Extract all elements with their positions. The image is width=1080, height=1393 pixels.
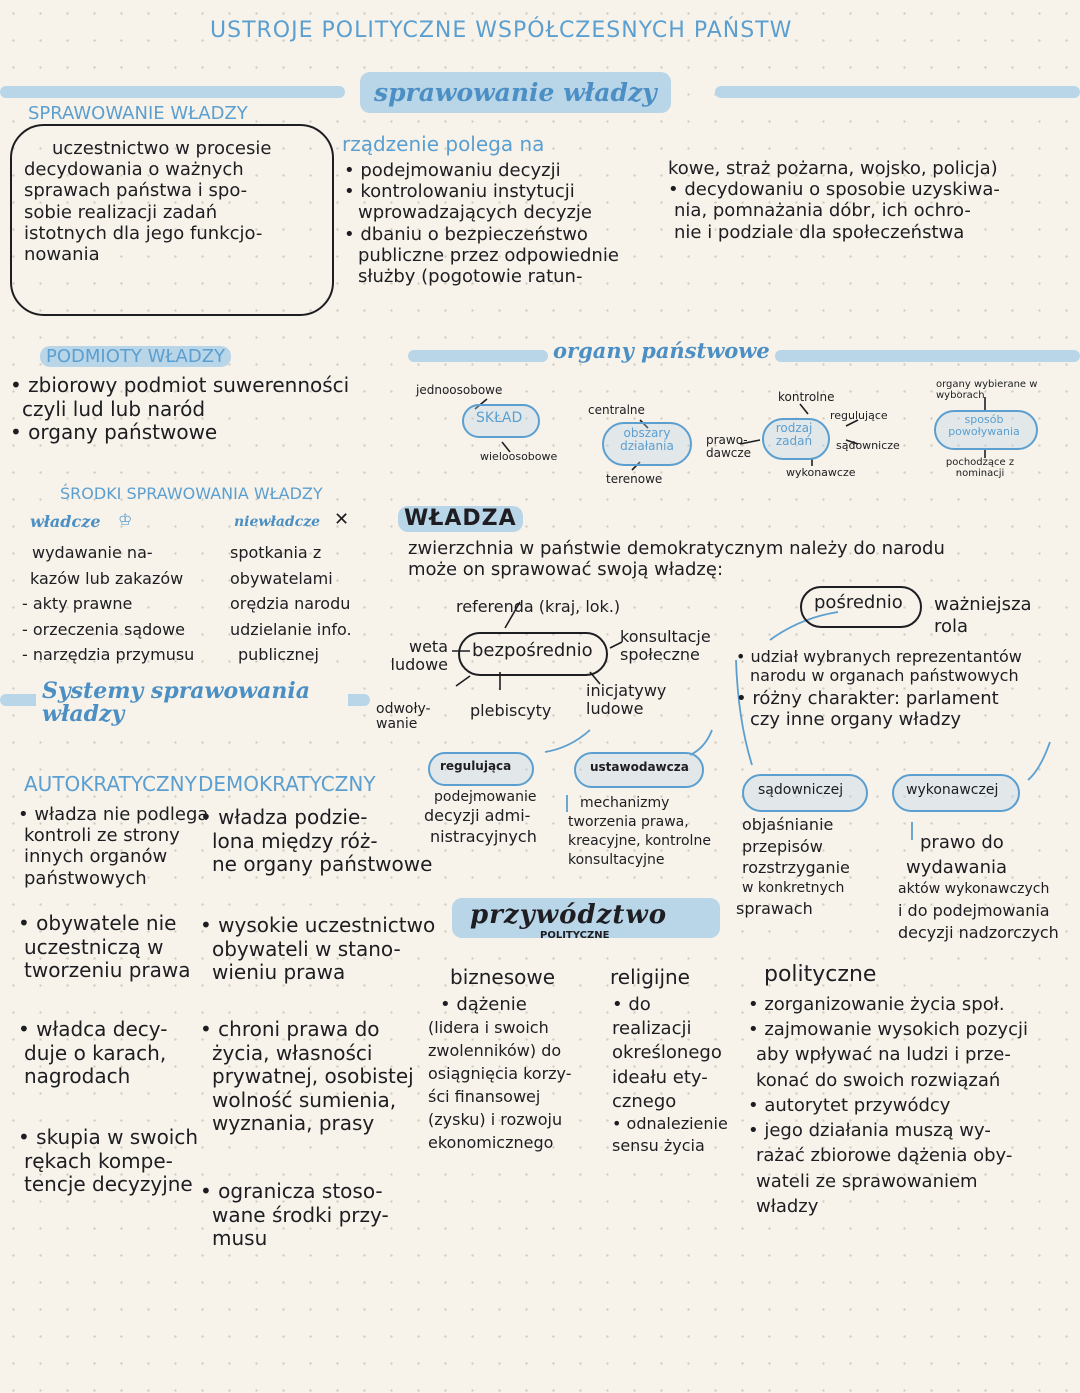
rzadzenie-line: • podejmowaniu decyzji <box>344 160 561 181</box>
demokratyczny-line: wieniu prawa <box>212 960 346 985</box>
rzadzenie-column-2 <box>668 158 1000 243</box>
podmioty-list <box>10 374 349 445</box>
autokratyczny-line: nagrodach <box>24 1064 131 1089</box>
rodzaj-bottom: wykonawcze <box>786 466 856 479</box>
demokratyczny-line: wane środki przy- <box>212 1202 389 1227</box>
ustawodawcza-list <box>568 794 711 870</box>
biznesowe-line: zwolenników) do <box>428 1041 562 1061</box>
niewladcze-line: publicznej <box>238 645 319 665</box>
rodzaj-right-1: regulujące <box>830 409 888 422</box>
autokratyczny-line: uczestniczą w <box>24 934 164 959</box>
posrednio-label: pośrednio <box>814 592 903 613</box>
bezposrednio-label: bezpośrednio <box>472 640 593 661</box>
obszar-bottom: terenowe <box>606 472 663 486</box>
podmioty-line: • organy państwowe <box>10 420 218 445</box>
inicjatywy-label: inicjatywy ludowe <box>586 681 667 718</box>
wykonawcza-line: decyzji nadzorczych <box>898 923 1059 943</box>
rodzaj-top: kontrolne <box>778 390 835 404</box>
demokratyczny-line: • chroni prawa do <box>200 1017 380 1041</box>
odwolanie-label: odwoły-wanie <box>376 701 431 732</box>
sklad-bottom: wieloosobowe <box>480 450 558 463</box>
polityczne-line: konać do swoich rozwiązań <box>756 1069 1001 1091</box>
autokratyczny-item-4 <box>18 1126 198 1197</box>
sadownicza-line: objaśnianie <box>742 815 834 834</box>
biznesowe-label: biznesowe <box>450 965 556 989</box>
rodzaj-left: prawo-dawcze <box>706 433 752 460</box>
regulujaca-list <box>424 788 537 848</box>
posrednio-line: czy inne organy władzy <box>750 708 962 730</box>
wykonawcza-line: wydawania <box>906 857 1008 879</box>
wykonawcza-line: aktów wykonawczych <box>898 881 1050 898</box>
rzadzenie-column-1 <box>344 160 619 287</box>
sadownicza-label: sądowniczej <box>758 782 844 798</box>
autokratyczny-line: państwowych <box>24 867 147 889</box>
sadownicza-line: przepisów <box>742 836 823 856</box>
demokratyczny-item-4 <box>200 1180 389 1251</box>
rzadzenie-line: kowe, straż pożarna, wojsko, policja) <box>668 158 998 179</box>
wladza-intro <box>408 538 945 580</box>
ustawodawcza-label: ustawodawcza <box>590 760 689 774</box>
autokratyczny-line: duje o karach, <box>24 1040 167 1065</box>
page-title: USTROJE POLITYCZNE WSPÓŁCZESNYCH PAŃSTW <box>210 18 793 43</box>
sprawowanie-line: sprawach państwa i spo- <box>24 180 248 202</box>
autokratyczny-line: tworzeniu prawa <box>24 958 191 983</box>
wladcze-line: wydawanie na- <box>32 543 153 562</box>
demokratyczny-item-3 <box>200 1018 414 1136</box>
biznesowe-list <box>428 994 572 1152</box>
autokratyczny-item-1 <box>18 804 208 889</box>
organy-band-left <box>408 350 548 362</box>
wladza-heading: WŁADZA <box>398 506 523 532</box>
sadownicza-line: sprawach <box>736 898 813 918</box>
wazniejsza-label: ważniejsza rola <box>934 594 1032 637</box>
biznesowe-line: (zysku) i rozwoju <box>428 1109 563 1129</box>
weta-label: weta ludowe <box>390 637 448 675</box>
sprawowanie-line: istotnych dla jego funkcjo- <box>24 222 263 244</box>
sposob-bottom: pochodzące z nominacji <box>945 457 1015 479</box>
organy-band-right <box>775 350 1080 362</box>
banner-sprawowanie-wladzy: sprawowanie władzy <box>360 72 671 113</box>
podmioty-line: czyli lud lub naród <box>22 396 206 421</box>
wladcze-label: władcze <box>30 512 101 531</box>
autokratyczny-line: • władza nie podlega <box>18 804 209 825</box>
biznesowe-line: • dążenie <box>440 994 527 1015</box>
rzadzenie-line: służby (pogotowie ratun- <box>358 266 583 288</box>
sadownicza-list <box>736 814 850 919</box>
polityczne-line: • zorganizowanie życia społ. <box>748 994 1005 1015</box>
regulujaca-line: decyzji admi- <box>424 806 531 826</box>
autokratyczny-line: • skupia w swoich <box>18 1125 199 1149</box>
ustawodawcza-line: tworzenia prawa, <box>568 813 689 830</box>
podmioty-heading: PODMIOTY WŁADZY <box>40 346 231 367</box>
demokratyczny-line: wyznania, prasy <box>212 1111 375 1136</box>
polityczne-label: polityczne <box>764 962 877 987</box>
demokratyczny-item-2 <box>200 914 435 985</box>
wladcze-line: kazów lub zakazów <box>30 568 184 588</box>
biznesowe-line: ści finansowej <box>428 1086 541 1106</box>
autokratyczny-line: rękach kompe- <box>24 1148 173 1173</box>
rzadzenie-line: nie i podziale dla społeczeństwa <box>674 221 965 243</box>
posrednio-list <box>736 648 1022 730</box>
wykonawcza-line: prawo do <box>920 832 1004 853</box>
regulujaca-line: nistracyjnych <box>430 826 537 846</box>
sprawowanie-line: nowania <box>24 244 100 266</box>
demokratyczny-line: • wysokie uczestnictwo <box>200 913 436 937</box>
wladcze-line: - narzędzia przymusu <box>22 645 195 665</box>
niewladcze-label: niewładcze <box>234 514 321 530</box>
crown-icon: ♔ <box>118 510 133 529</box>
srodki-heading: ŚRODKI SPRAWOWANIA WŁADZY <box>60 484 323 503</box>
polityczne-line: • zajmowanie wysokich pozycji <box>748 1019 1028 1041</box>
polityczne-line: władzy <box>756 1195 819 1217</box>
wladcze-line: - akty prawne <box>22 594 133 614</box>
sposob-center: sposób powoływania <box>948 413 1020 439</box>
banner-band-right <box>715 86 1080 98</box>
posrednio-line: narodu w organach państwowych <box>750 665 1019 685</box>
rzadzenie-line: nia, pomnażania dóbr, ich ochro- <box>674 200 971 222</box>
obszar-top: centralne <box>588 403 645 417</box>
referenda-label: referenda (kraj, lok.) <box>456 597 621 616</box>
autokratyczny-item-3 <box>18 1018 167 1089</box>
religijne-label: religijne <box>610 965 690 989</box>
sadownicza-line: rozstrzyganie <box>742 858 850 878</box>
demokratyczny-line: • ogranicza stoso- <box>200 1179 383 1203</box>
sprawowanie-heading: SPRAWOWANIE WŁADZY <box>24 103 252 124</box>
autokratyczny-item-2 <box>18 912 191 983</box>
rzadzenie-line: wprowadzających decyzje <box>358 202 592 224</box>
religijne-list <box>612 994 728 1156</box>
demokratyczny-line: prywatnej, osobistej <box>212 1064 414 1089</box>
autokratyczny-line: kontroli ze strony <box>24 825 180 847</box>
religijne-line: określonego <box>612 1042 722 1064</box>
demokratyczny-line: musu <box>212 1226 268 1251</box>
przywodztwo-title: przywództwo <box>470 900 668 930</box>
religijne-line: ideału ety- <box>612 1066 708 1088</box>
niewladcze-line: spotkania z <box>230 543 322 562</box>
wladcze-line: - orzeczenia sądowe <box>22 619 185 639</box>
sposob-top: organy wybierane w wyborach <box>936 379 1038 401</box>
posrednio-line: • różny charakter: parlament <box>736 687 999 709</box>
niewladcze-line: orędzia narodu <box>230 594 351 614</box>
niewladcze-list <box>230 540 352 668</box>
sprawowanie-definition <box>24 138 271 265</box>
demokratyczny-item-1 <box>200 806 432 877</box>
rzadzenie-heading: rządzenie polega na <box>342 132 545 156</box>
demokratyczny-line: wolność sumienia, <box>212 1087 397 1112</box>
demokratyczny-line: • władza podzie- <box>200 805 368 829</box>
autokratyczny-heading: AUTOKRATYCZNY <box>24 772 197 796</box>
organy-banner: organy państwowe <box>553 338 770 363</box>
przywodztwo-subtitle: POLITYCZNE <box>540 930 610 941</box>
niewladcze-line: obywatelami <box>230 568 333 588</box>
demokratyczny-heading: DEMOKRATYCZNY <box>198 772 376 796</box>
rzadzenie-line: • decydowaniu o sposobie uzyskiwa- <box>668 179 1000 201</box>
demokratyczny-line: lona między róż- <box>212 828 378 853</box>
ustawodawcza-line: kreacyjne, kontrolne <box>568 832 711 849</box>
posrednio-line: • udział wybranych reprezentantów <box>736 647 1022 666</box>
demokratyczny-line: ne organy państwowe <box>212 852 433 877</box>
sadownicza-line: w konkretnych <box>742 879 845 896</box>
polityczne-line: • autorytet przywódcy <box>748 1094 951 1116</box>
polityczne-line: wateli ze sprawowaniem <box>756 1170 978 1192</box>
obszar-center: obszary działania <box>620 426 674 454</box>
wykonawcza-line: i do podejmowania <box>898 900 1050 920</box>
wykonawcza-label: wykonawczej <box>906 782 999 798</box>
autokratyczny-line: • władca decy- <box>18 1017 168 1041</box>
religijne-line: • odnalezienie <box>612 1114 728 1134</box>
rzadzenie-line: publiczne przez odpowiednie <box>358 244 619 266</box>
wladcze-list <box>22 540 194 668</box>
cross-icon: ✕ <box>334 509 350 530</box>
podmioty-line: • zbiorowy podmiot suwerenności <box>10 373 350 397</box>
biznesowe-line: (lidera i swoich <box>428 1018 549 1038</box>
ustawodawcza-line: mechanizmy <box>580 795 670 811</box>
biznesowe-line: ekonomicznego <box>428 1132 554 1152</box>
niewladcze-line: udzielanie info. <box>230 619 352 639</box>
regulujaca-label: regulująca <box>440 759 512 773</box>
religijne-line: realizacji <box>612 1018 692 1040</box>
autokratyczny-line: tencje decyzyjne <box>24 1172 193 1197</box>
polityczne-line: rażać zbiorowe dążenia oby- <box>756 1145 1013 1167</box>
biznesowe-line: osiągnięcia korzy- <box>428 1063 572 1083</box>
rodzaj-right-2: sądownicze <box>836 439 900 452</box>
polityczne-line: • jego działania muszą wy- <box>748 1120 991 1142</box>
rzadzenie-line: • kontrolowaniu instytucji <box>344 181 575 203</box>
rzadzenie-line: • dbaniu o bezpieczeństwo <box>344 223 588 245</box>
polityczne-line: aby wpływać na ludzi i prze- <box>756 1044 1011 1066</box>
rodzaj-center: rodzaj zadań <box>775 421 813 449</box>
religijne-line: cznego <box>612 1090 677 1112</box>
systemy-banner: Systemy sprawowania władzy <box>36 680 348 726</box>
demokratyczny-line: życia, własności <box>212 1040 373 1065</box>
wykonawcza-list <box>898 830 1059 945</box>
demokratyczny-line: obywateli w stano- <box>212 936 401 961</box>
konsultacje-label: konsultacje społeczne <box>620 627 711 665</box>
regulujaca-line: podejmowanie <box>434 789 537 805</box>
religijne-line: • do <box>612 994 651 1015</box>
banner-band-left <box>0 86 345 98</box>
sprawowanie-line: sobie realizacji zadań <box>24 201 218 223</box>
polityczne-list <box>748 994 1028 1217</box>
wladza-intro-line: może on sprawować swoją władzę: <box>408 559 724 581</box>
autokratyczny-line: innych organów <box>24 846 168 868</box>
ustawodawcza-line: konsultacyjne <box>568 851 665 868</box>
sprawowanie-line: uczestnictwo w procesie <box>52 138 272 159</box>
wladza-intro-line: zwierzchnia w państwie demokratycznym należy do narodu <box>408 538 945 559</box>
plebiscyty-label: plebiscyty <box>470 701 552 720</box>
religijne-line: sensu życia <box>612 1136 705 1156</box>
sklad-center: SKŁAD <box>476 410 523 426</box>
autokratyczny-line: • obywatele nie <box>18 911 177 935</box>
sklad-top: jednoosobowe <box>416 383 503 397</box>
sprawowanie-line: decydowania o ważnych <box>24 159 244 181</box>
